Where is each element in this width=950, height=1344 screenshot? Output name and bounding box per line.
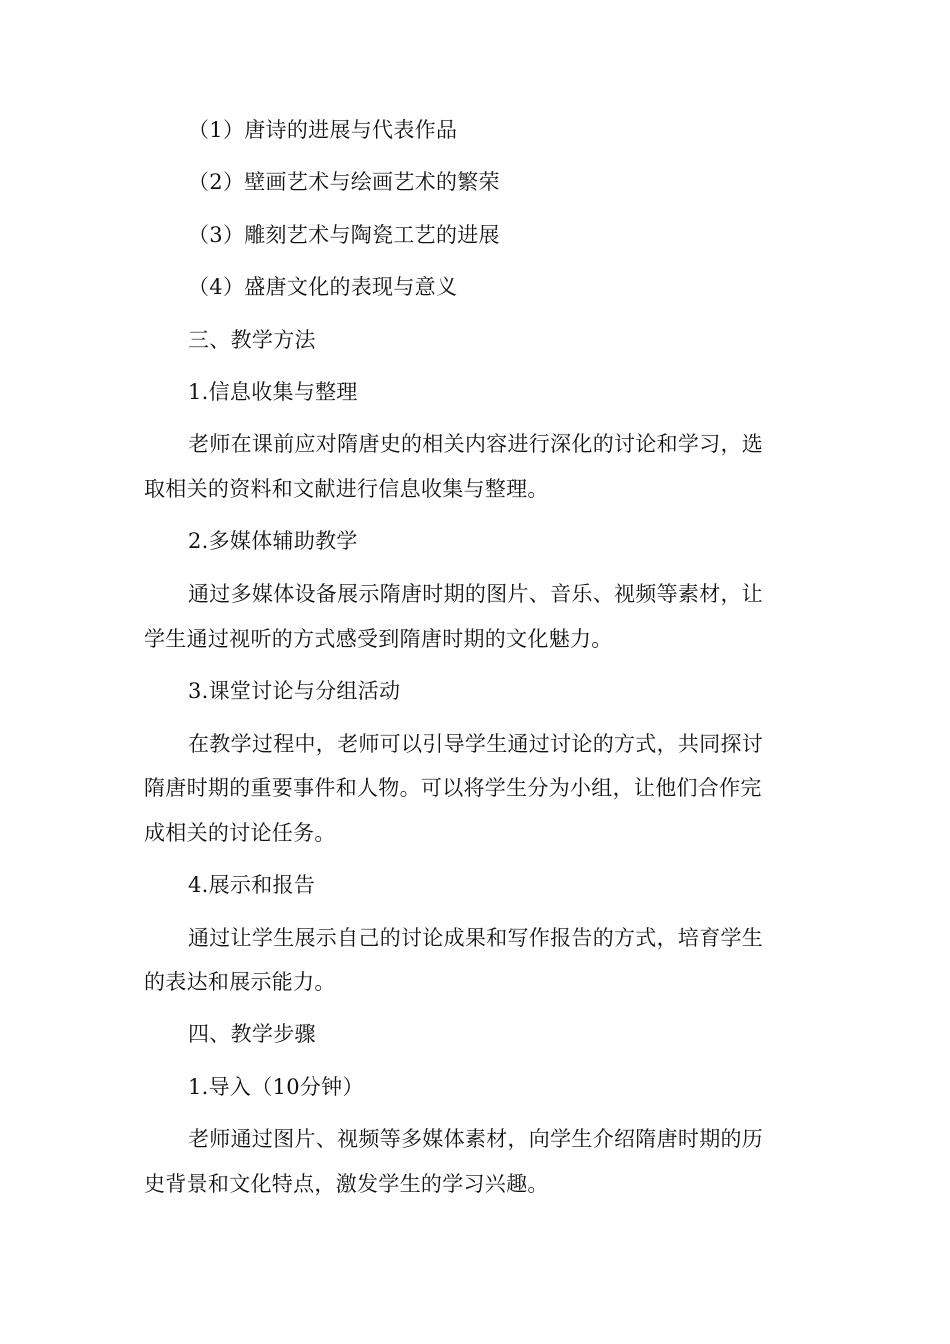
- list-item-murals-painting: （2）壁画艺术与绘画艺术的繁荣: [188, 170, 500, 194]
- paragraph-line: 隋唐时期的重要事件和人物。可以将学生分为小组，让他们合作完: [144, 776, 762, 800]
- step-heading-introduction: 1.导入（10分钟）: [188, 1075, 364, 1099]
- paragraph-line: 老师在课前应对隋唐史的相关内容进行深化的讨论和学习，选: [188, 432, 764, 456]
- list-item-sculpture-ceramics: （3）雕刻艺术与陶瓷工艺的进展: [188, 223, 500, 247]
- method-heading-presentation: 4.展示和报告: [188, 873, 316, 897]
- method-heading-discussion: 3.课堂讨论与分组活动: [188, 679, 401, 703]
- method-heading-info-collection: 1.信息收集与整理: [188, 380, 358, 404]
- paragraph-line: 的表达和展示能力。: [144, 970, 336, 994]
- paragraph-line: 老师通过图片、视频等多媒体素材，向学生介绍隋唐时期的历: [188, 1127, 764, 1151]
- method-heading-multimedia: 2.多媒体辅助教学: [188, 529, 358, 553]
- paragraph-line: 学生通过视听的方式感受到隋唐时期的文化魅力。: [144, 627, 613, 651]
- section-heading-teaching-steps: 四、教学步骤: [188, 1022, 316, 1046]
- list-item-tang-poetry: （1）唐诗的进展与代表作品: [188, 118, 458, 142]
- paragraph-line: 成相关的讨论任务。: [144, 821, 336, 845]
- paragraph-line: 取相关的资料和文献进行信息收集与整理。: [144, 477, 549, 501]
- paragraph-line: 史背景和文化特点，激发学生的学习兴趣。: [144, 1172, 549, 1196]
- paragraph-line: 通过多媒体设备展示隋唐时期的图片、音乐、视频等素材，让: [188, 582, 764, 606]
- paragraph-line: 通过让学生展示自己的讨论成果和写作报告的方式，培育学生: [188, 926, 764, 950]
- paragraph-line: 在教学过程中，老师可以引导学生通过讨论的方式，共同探讨: [188, 732, 764, 756]
- list-item-high-tang-culture: （4）盛唐文化的表现与意义: [188, 275, 458, 299]
- section-heading-teaching-methods: 三、教学方法: [188, 328, 316, 352]
